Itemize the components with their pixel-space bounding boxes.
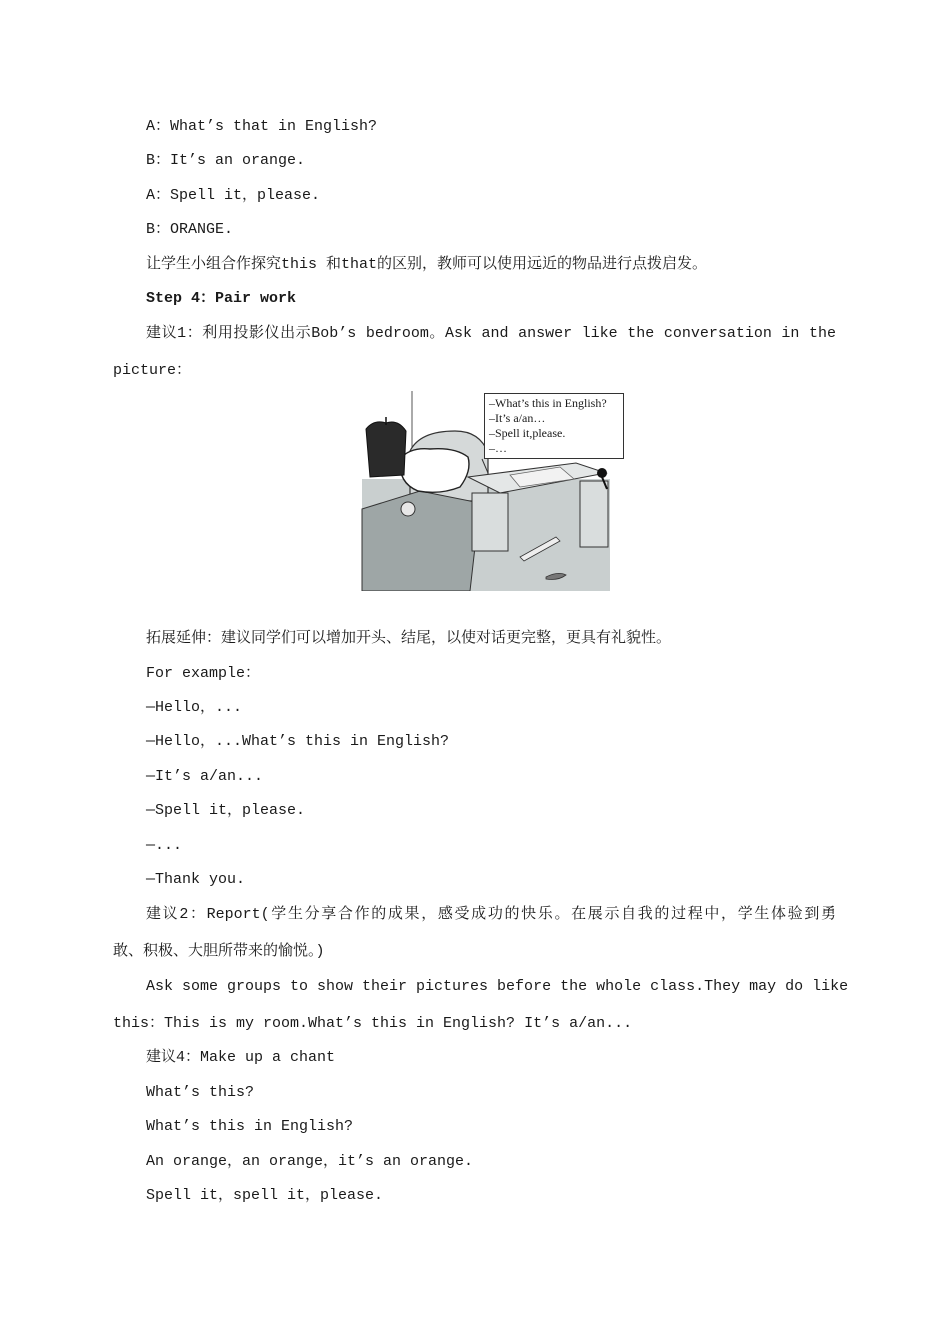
dialogue-line-4: B：ORANGE. (146, 221, 234, 238)
groups-line2: this：This is my room.What’s this in English? It’s a/an... (113, 1015, 633, 1032)
key (597, 468, 607, 478)
orange (401, 502, 415, 516)
example-line-2: —Hello，...What’s this in English? (146, 733, 450, 750)
bedroom-illustration (360, 391, 610, 591)
suggestion2-line1: 建议2：Report(学生分享合作的成果，感受成功的快乐。在展示自我的过程中，学生体验到勇 (146, 906, 836, 923)
chant-line-4: Spell it，spell it，please. (146, 1187, 384, 1204)
step4-heading: Step 4：Pair work (146, 290, 297, 307)
extension-note: 拓展延伸：建议同学们可以增加开头、结尾，以使对话更完整，更具有礼貌性。 (146, 630, 672, 647)
jacket (366, 422, 406, 477)
desk-drawer-left (472, 493, 508, 551)
suggestion1-line2: picture： (113, 362, 192, 379)
chant-line-2: What’s this in English? (146, 1118, 354, 1135)
example-line-3: —It’s a/an... (146, 768, 264, 785)
suggestion4-heading: 建议4：Make up a chant (146, 1049, 336, 1066)
example-label: For example： (146, 665, 261, 682)
chant-line-1: What’s this? (146, 1084, 255, 1101)
bubble-line-4: –… (489, 441, 507, 455)
dialogue-line-2: B：It’s an orange. (146, 152, 306, 169)
explore-note: 让学生小组合作探究this 和that的区别，教师可以使用远近的物品进行点拨启发。 (146, 256, 708, 273)
dialogue-line-1: A：What’s that in English? (146, 118, 378, 135)
example-line-4: —Spell it，please. (146, 802, 306, 819)
dialogue-line-3: A：Spell it，please. (146, 187, 321, 204)
pillow (400, 449, 469, 493)
example-line-1: —Hello，... (146, 699, 243, 716)
example-line-6: —Thank you. (146, 871, 246, 888)
bubble-line-3: –Spell it,please. (489, 426, 566, 440)
bed-blanket (362, 491, 480, 591)
suggestion1-line1: 建议1：利用投影仪出示Bob’s bedroom。Ask and answer like the conversation in the (146, 325, 836, 342)
bubble-line-1: –What’s this in English? (489, 396, 607, 410)
suggestion2-line2: 敢、积极、大胆所带来的愉悦。) (113, 943, 325, 960)
chant-line-3: An orange，an orange，it’s an orange. (146, 1153, 474, 1170)
example-line-5: —... (146, 837, 183, 854)
speech-bubble (484, 393, 624, 459)
groups-line1: Ask some groups to show their pictures before the whole class.They may do like (146, 978, 849, 995)
desk-drawer-right (580, 481, 608, 547)
bubble-line-2: –It’s a/an… (489, 411, 546, 425)
